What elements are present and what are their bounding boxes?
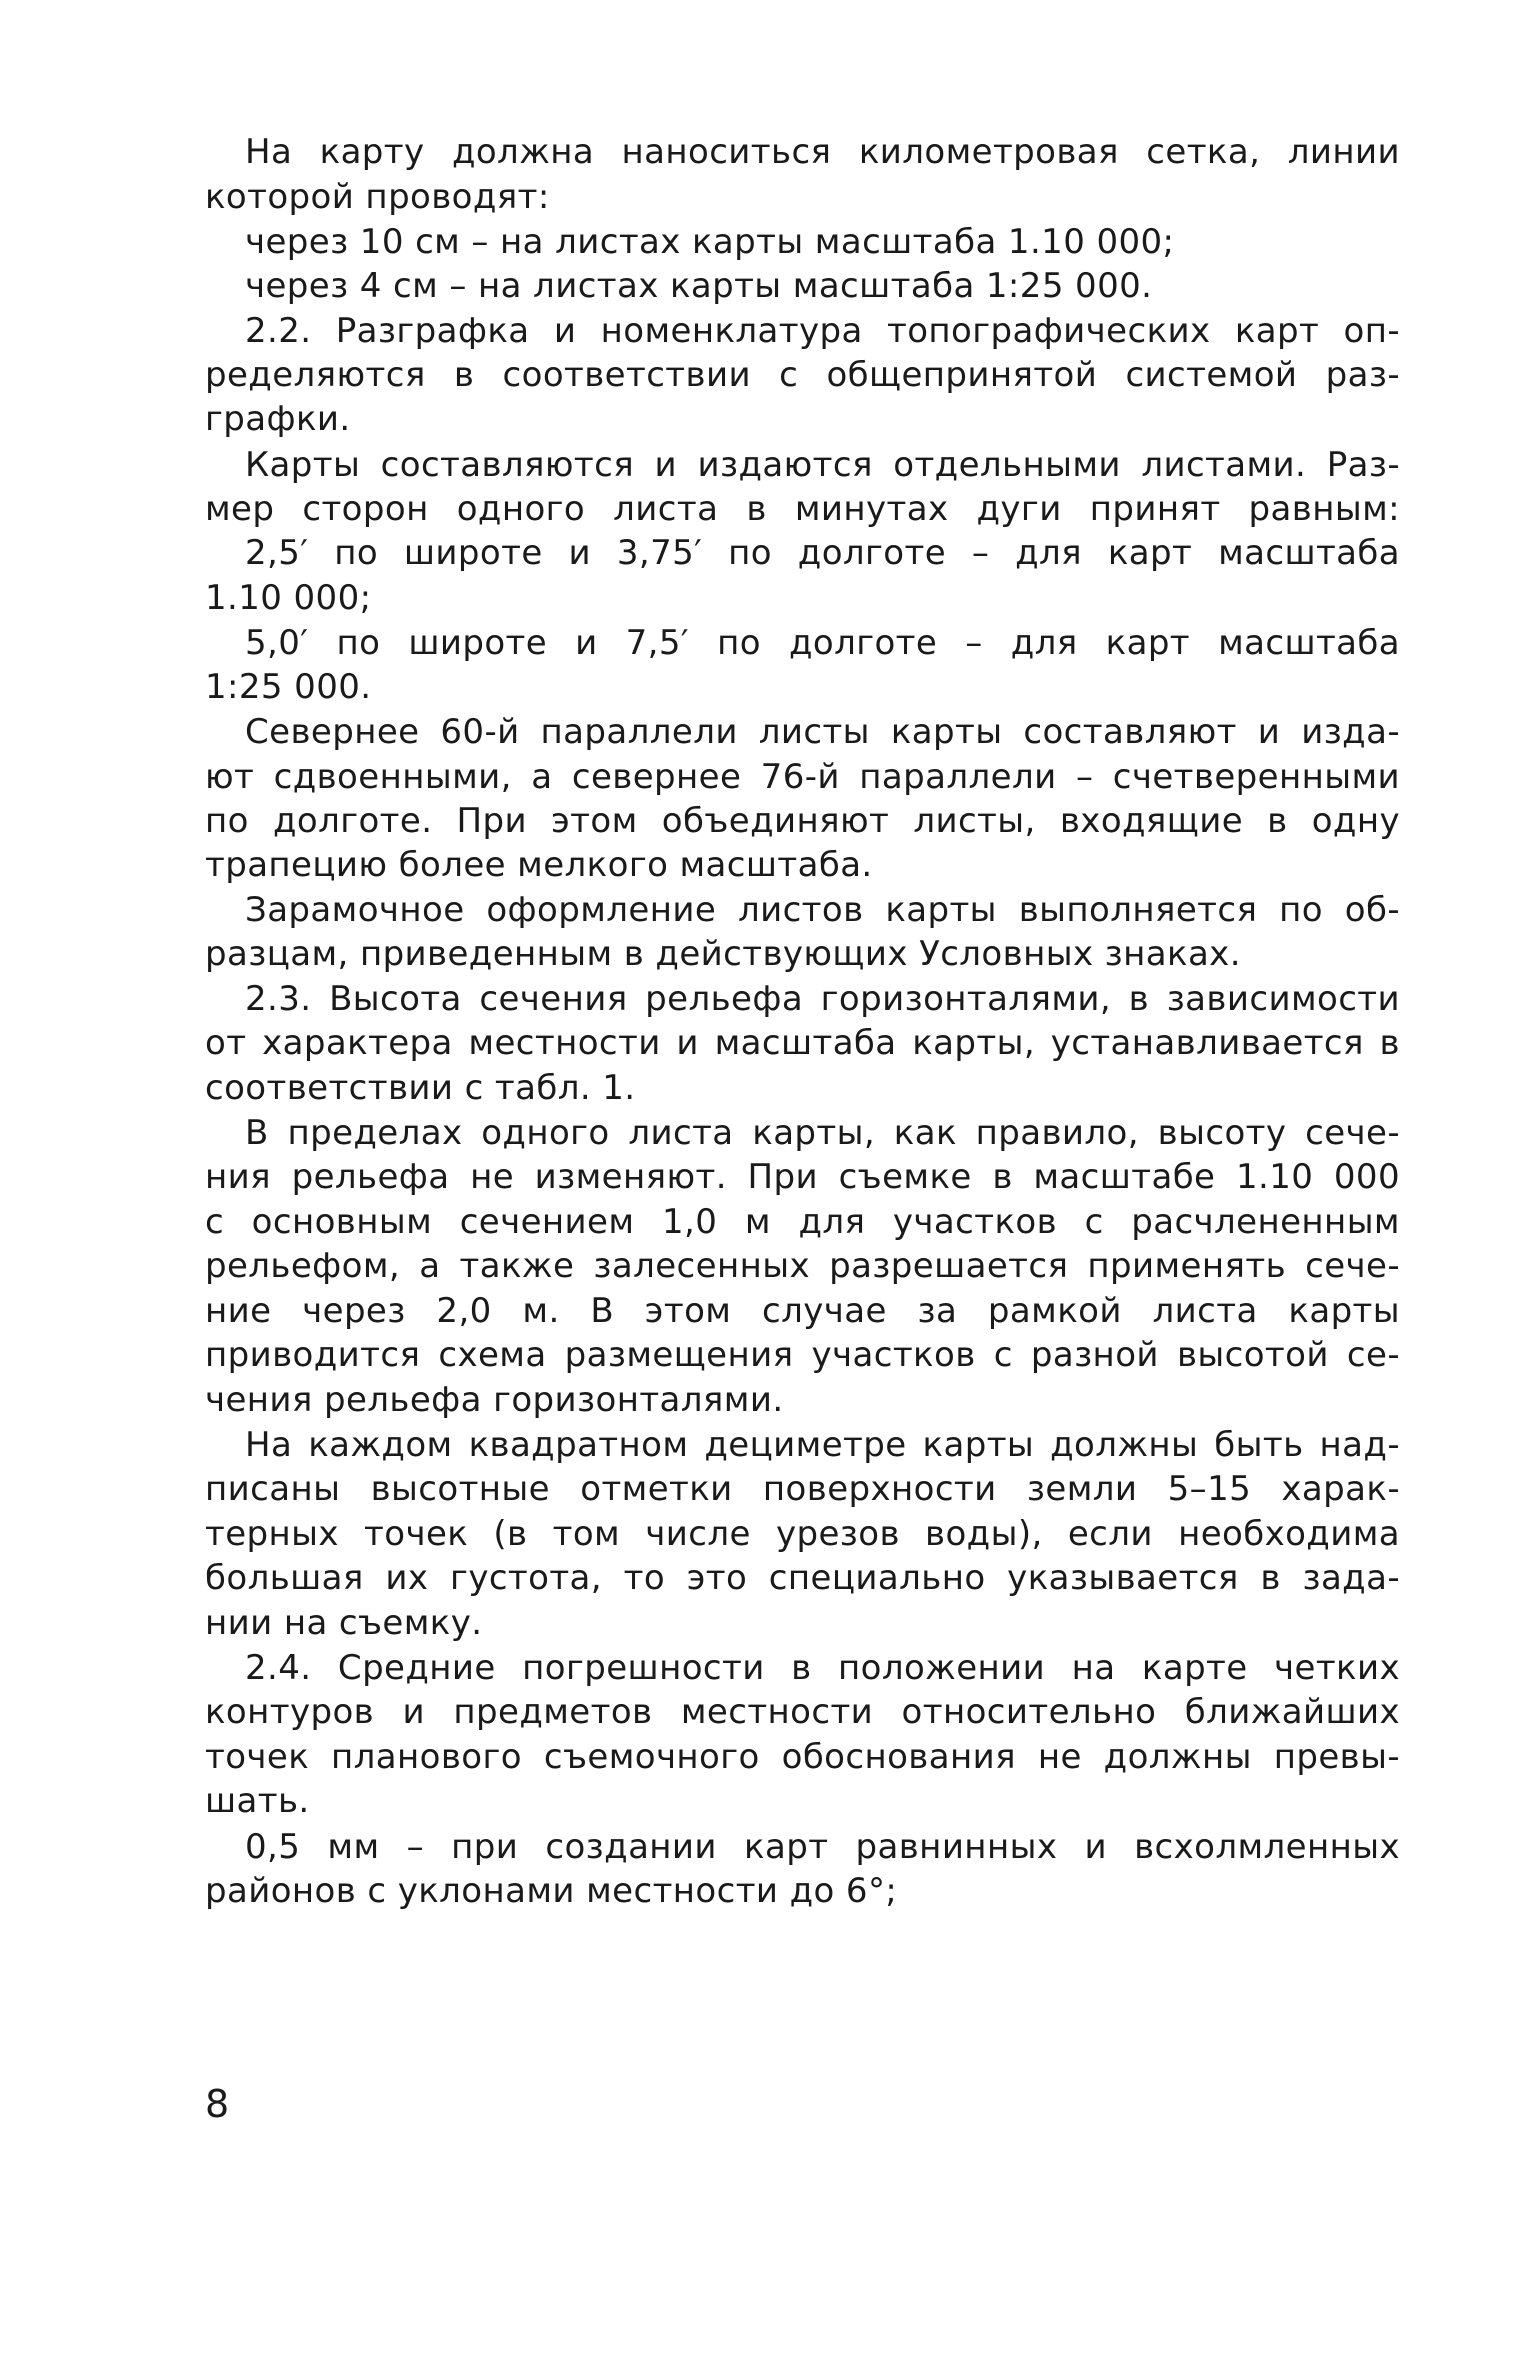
text-line: 1.10 000; — [205, 578, 372, 618]
text-line: трапецию более мелкого масштаба. — [205, 845, 873, 885]
text-line: мер сторон одного листа в минутах дуги принят равным: — [205, 489, 1400, 529]
text-line: контуров и предметов местности относительно ближайших — [205, 1692, 1400, 1732]
text-line: большая их густота, то это специально указывается в зада- — [205, 1558, 1400, 1598]
text-line: Карты составляются и издаются отдельными листами. Раз- — [245, 445, 1400, 485]
page-number: 8 — [205, 2082, 230, 2126]
text-line: На каждом квадратном дециметре карты должны быть над- — [245, 1425, 1400, 1465]
text-line: ния рельефа не изменяют. При съемке в масштабе 1.10 000 — [205, 1157, 1400, 1197]
text-line: 2.2. Разграфка и номенклатура топографических карт оп- — [245, 311, 1400, 351]
text-line: ют сдвоенными, а севернее 76-й параллели – счетверенными — [205, 757, 1400, 797]
text-line: терных точек (в том числе урезов воды), если необходима — [205, 1514, 1400, 1554]
text-line: Зарамочное оформление листов карты выполняется по об- — [245, 890, 1400, 930]
text-line: 1:25 000. — [205, 667, 372, 707]
text-line: приводится схема размещения участков с разной высотой се- — [205, 1335, 1400, 1375]
text-line: На карту должна наноситься километровая сетка, линии — [245, 132, 1400, 172]
text-line: 2.3. Высота сечения рельефа горизонталями, в зависимости — [245, 979, 1400, 1019]
text-line: Севернее 60-й параллели листы карты составляют и изда- — [245, 712, 1400, 752]
text-line: 0,5 мм – при создании карт равнинных и всхолмленных — [245, 1827, 1400, 1867]
text-line: ределяются в соответствии с общепринятой системой раз- — [205, 355, 1400, 395]
text-line: шать. — [205, 1781, 310, 1821]
text-line: писаны высотные отметки поверхности земли 5–15 харак- — [205, 1469, 1400, 1509]
text-line: соответствии с табл. 1. — [205, 1068, 636, 1108]
text-line: рельефом, а также залесенных разрешается применять сече- — [205, 1246, 1400, 1286]
text-line: чения рельефа горизонталями. — [205, 1380, 784, 1420]
text-line: графки. — [205, 399, 351, 439]
text-line: которой проводят: — [205, 177, 550, 217]
text-line: 5,0′ по широте и 7,5′ по долготе – для карт масштаба — [245, 623, 1400, 663]
text-line: ние через 2,0 м. В этом случае за рамкой листа карты — [205, 1291, 1400, 1331]
text-line: по долготе. При этом объединяют листы, входящие в одну — [205, 801, 1400, 841]
text-line: районов с уклонами местности до 6°; — [205, 1871, 898, 1911]
text-line: разцам, приведенным в действующих Условных знаках. — [205, 934, 1241, 974]
text-line: с основным сечением 1,0 м для участков с расчлененным — [205, 1202, 1400, 1242]
text-line: 2.4. Средние погрешности в положении на карте четких — [245, 1648, 1400, 1688]
text-line: 2,5′ по широте и 3,75′ по долготе – для карт масштаба — [245, 533, 1400, 573]
text-line: от характера местности и масштаба карты, устанавливается в — [205, 1023, 1400, 1063]
text-line: нии на съемку. — [205, 1603, 483, 1643]
text-line: точек планового съемочного обоснования не должны превы- — [205, 1737, 1400, 1777]
text-line: через 4 см – на листах карты масштаба 1:25 000. — [245, 266, 1153, 306]
text-line: В пределах одного листа карты, как правило, высоту сече- — [245, 1113, 1400, 1153]
text-line: через 10 см – на листах карты масштаба 1.10 000; — [245, 222, 1175, 262]
